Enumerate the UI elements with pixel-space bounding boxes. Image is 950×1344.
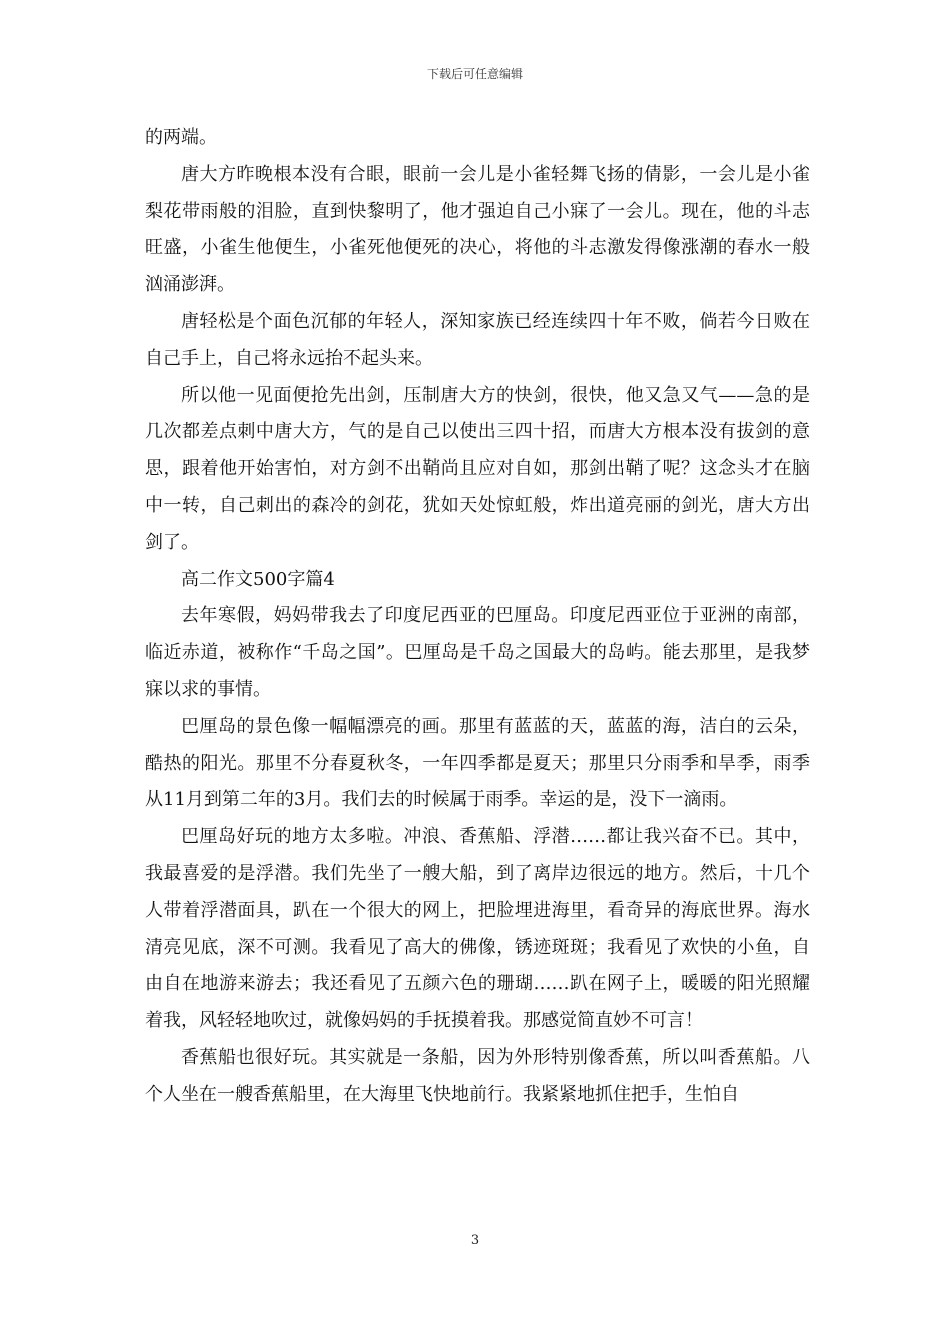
paragraph: 唐大方昨晚根本没有合眼，眼前一会儿是小雀轻舞飞扬的倩影，一会儿是小雀梨花带雨般的泪脸，直到快黎明了，他才强迫自己小寐了一会儿。现在，他的斗志旺盛，小雀生他便生，小雀死他便死的决心，将他的斗志激发得像涨潮的春水一般汹涌澎湃。	[145, 163, 810, 296]
paragraph: 的两端。	[145, 127, 217, 148]
paragraph: 巴厘岛的景色像一幅幅漂亮的画。那里有蓝蓝的天，蓝蓝的海，洁白的云朵，酷热的阳光。那里不分春夏秋冬，一年四季都是夏天；那里只分雨季和旱季，雨季从11月到第二年的3月。我们去的时候属于雨季。幸运的是，没下一滴雨。	[145, 715, 810, 811]
document-body	[145, 120, 810, 1114]
paragraph: 唐轻松是个面色沉郁的年轻人，深知家族已经连续四十年不败，倘若今日败在自己手上，自己将永远抬不起头来。	[145, 310, 810, 369]
paragraph: 去年寒假，妈妈带我去了印度尼西亚的巴厘岛。印度尼西亚位于亚洲的南部，临近赤道，被称作“千岛之国”。巴厘岛是千岛之国最大的岛屿。能去那里，是我梦寐以求的事情。	[145, 605, 810, 700]
page-header: 下载后可任意编辑	[426, 67, 523, 81]
page-number: 3	[470, 1233, 480, 1248]
section-heading: 高二作文500字篇4	[181, 568, 335, 590]
paragraph: 香蕉船也很好玩。其实就是一条船，因为外形特别像香蕉，所以叫香蕉船。八个人坐在一艘香蕉船里，在大海里飞快地前行。我紧紧地抓住把手，生怕自	[145, 1046, 810, 1105]
paragraph: 巴厘岛好玩的地方太多啦。冲浪、香蕉船、浮潜……都让我兴奋不已。其中，我最喜爱的是浮潜。我们先坐了一艘大船，到了离岸边很远的地方。然后，十几个人带着浮潜面具，趴在一个很大的网上，把脸埋进海里，看奇异的海底世界。海水清亮见底，深不可测。我看见了高大的佛像，锈迹斑斑；我看见了欢快的小鱼，自由自在地游来游去；我还看见了五颜六色的珊瑚……趴在网子上，暖暖的阳光照耀着我，风轻轻地吹过，就像妈妈的手抚摸着我。那感觉简直妙不可言！	[145, 826, 810, 1032]
paragraph: 所以他一见面便抢先出剑，压制唐大方的快剑，很快，他又急又气——急的是几次都差点刺中唐大方，气的是自己以使出三四十招，而唐大方根本没有拔剑的意思，跟着他开始害怕，对方剑不出鞘尚且应对自如，那剑出鞘了呢？这念头才在脑中一转，自己刺出的森冷的剑花，犹如天处惊虹般，炸出道亮丽的剑光，唐大方出剑了。	[145, 384, 810, 553]
